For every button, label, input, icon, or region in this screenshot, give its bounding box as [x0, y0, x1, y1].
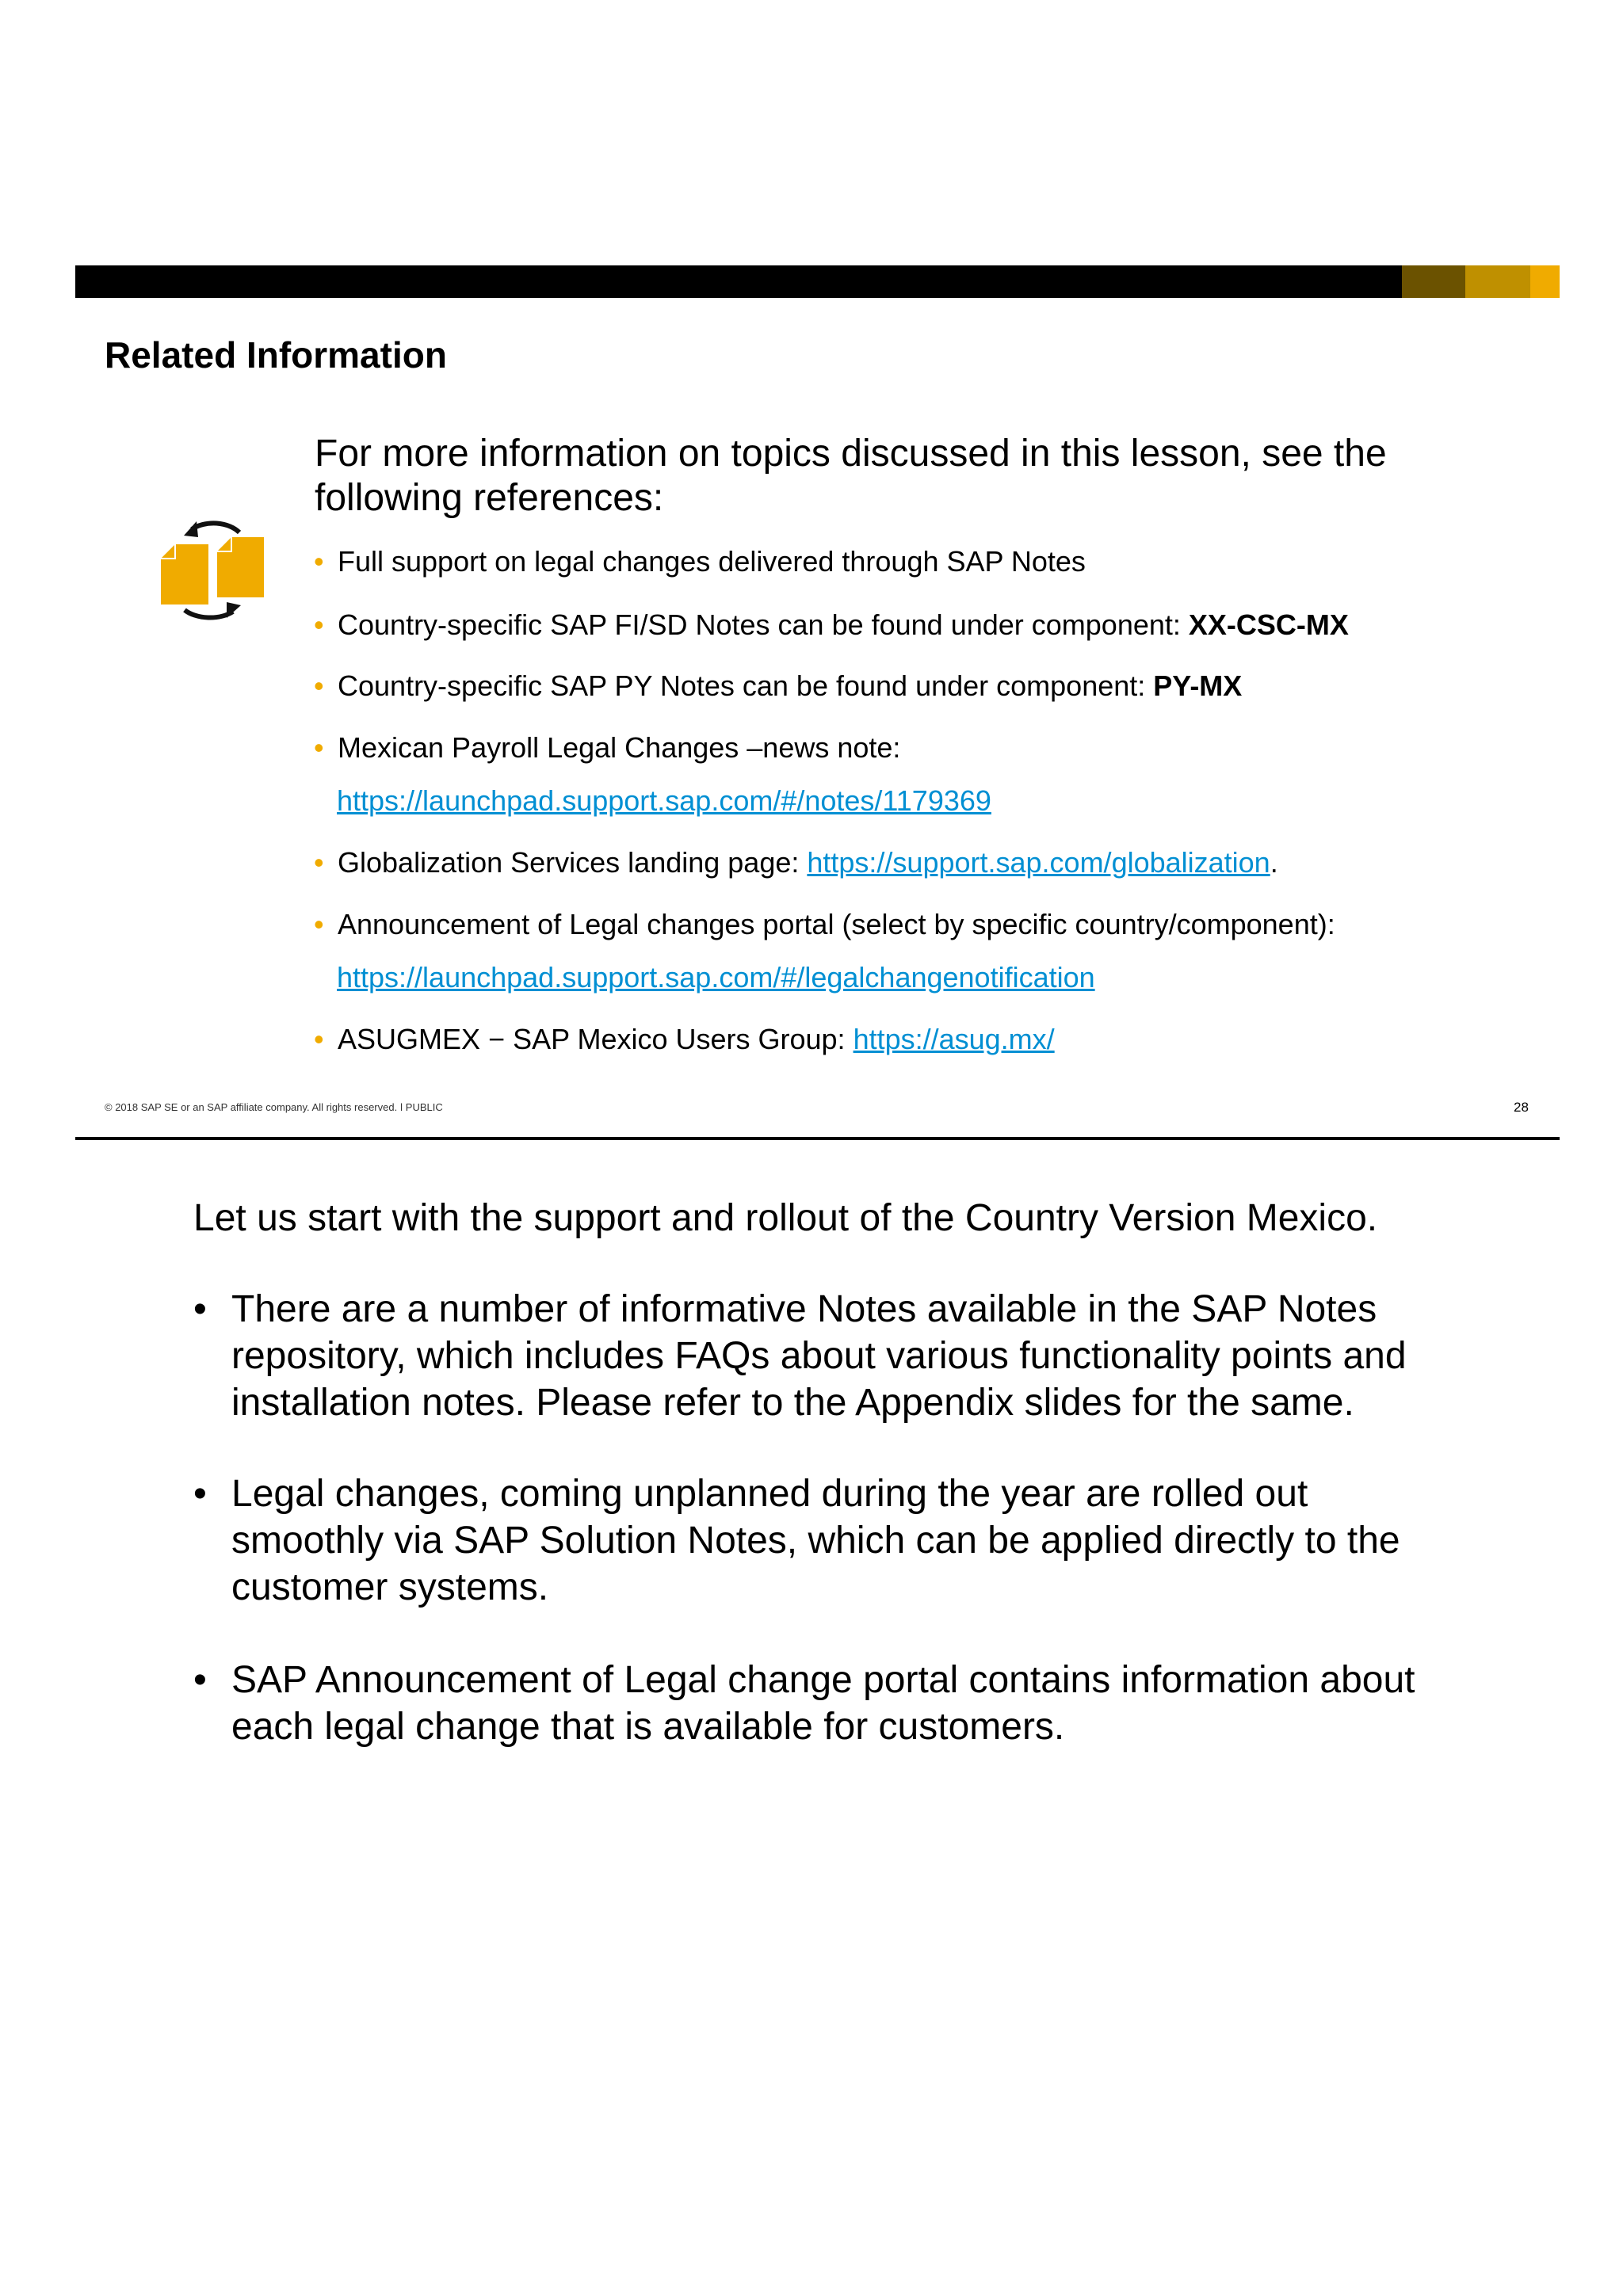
reference-item: • Full support on legal changes delivered through SAP Notes	[314, 545, 1086, 578]
header-bar	[75, 265, 1560, 298]
component-name: PY-MX	[1153, 669, 1243, 702]
reference-item: • Announcement of Legal changes portal (select by specific country/component):	[314, 908, 1335, 940]
globalization-link[interactable]: https://support.sap.com/globalization	[807, 846, 1270, 879]
header-accent-light	[1530, 265, 1560, 298]
copyright-footer: © 2018 SAP SE or an SAP affiliate company. All rights reserved. ǀ PUBLIC	[105, 1101, 443, 1113]
intro-text: For more information on topics discussed in this lesson, see the following references:	[315, 433, 1387, 519]
notes-link[interactable]: https://launchpad.support.sap.com/#/notes/1179369	[337, 784, 991, 817]
bullet-icon: •	[193, 1288, 207, 1330]
component-name: XX-CSC-MX	[1188, 608, 1349, 641]
reference-item: • ASUGMEX − SAP Mexico Users Group: https://asug.mx/	[314, 1023, 1055, 1055]
reference-item: • Mexican Payroll Legal Changes –news note:	[314, 731, 901, 764]
asug-link[interactable]: https://asug.mx/	[853, 1023, 1055, 1055]
header-accent-dark	[1402, 265, 1465, 298]
notes-lead: Let us start with the support and rollout of the Country Version Mexico.	[193, 1197, 1378, 1239]
slide-title: Related Information	[105, 334, 447, 376]
bullet-icon: •	[193, 1659, 207, 1701]
bullet-icon: •	[193, 1473, 207, 1515]
bullet-icon: •	[314, 608, 324, 641]
bullet-icon: •	[314, 731, 324, 764]
reference-item: • Country-specific SAP PY Notes can be found under component: PY-MX	[314, 669, 1243, 702]
reference-item: • Globalization Services landing page: https://support.sap.com/globalization.	[314, 846, 1278, 879]
header-accent-mid	[1465, 265, 1530, 298]
reference-item: • Country-specific SAP FI/SD Notes can be found under component: XX-CSC-MX	[314, 608, 1349, 641]
legal-change-link[interactable]: https://launchpad.support.sap.com/#/legalchangenotification	[337, 961, 1095, 994]
bullet-icon: •	[314, 1023, 324, 1055]
document-sync-icon	[151, 507, 277, 642]
bullet-icon: •	[314, 846, 324, 879]
bullet-icon: •	[314, 908, 324, 940]
bullet-icon: •	[314, 545, 324, 578]
divider	[75, 1137, 1560, 1140]
page-number: 28	[1514, 1100, 1529, 1115]
bullet-icon: •	[314, 669, 324, 702]
